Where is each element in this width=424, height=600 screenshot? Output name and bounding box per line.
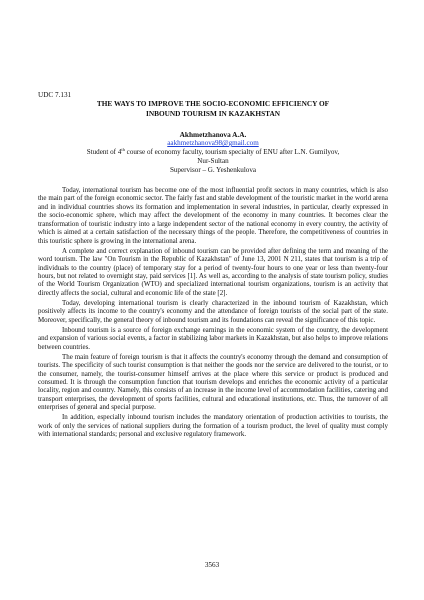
body-paragraph: Today, developing international tourism is clearly characterized in the inbound tourism of Kazakhstan, which positively affects its income to the country's economy and the attendance of foreign tourists of the social part of the state. Moreover, specifically, the general theory of inbound tourism and its foundations can reveal the significance of this topic. [38,298,388,324]
body-paragraph: The main feature of foreign tourism is that it affects the country's economy through the demand and consumption of tourists. The specificity of such tourist consumption is that neither the goods nor the service are delivered to the tourist, or to the consumer, namely, the tourist-consumer himself arrives at the place where this service or product is produced and consumed. It is through the consumption function that tourism develops and enriches the economic activity of a particular locality, region and country. Namely, this consists of an increase in the income level of accommodation facilities, catering and transport enterprises, the development of sports facilities, cultural and educational institutions, etc. Thus, the turnover of all enterprises of general and special purpose. [38,352,388,412]
affiliation-superscript: th [121,147,125,152]
body-paragraph: Today, international tourism has become one of the most influential profit sectors in many countries, which is also the main part of the foreign economic sector. The fairly fast and stable development of the touristic market in the world arena and in individual countries shows its formation and implementation in several industries, in particular, clearly expressed in the socio-economic sphere, which may affect the development of the economy in many countries. It becomes clear the transformation of touristic industry into a large independent sector of the national economy in every country, the activity of which is aimed at a certain satisfaction of the necessary things of the people. Therefore, the competitiveness of countries in this touristic sphere is growing in the international arena. [38,186,388,245]
supervisor-line: Supervisor – G. Yeshenkulova [169,166,257,174]
affiliation-line [38,148,388,157]
body-paragraph: In addition, especially inbound tourism includes the mandatory orientation of production activities to tourists, the work of only the services of national suppliers during the formation of a tourism product, the level of quality must comply with international standards; personal and exclusive regulatory framework. [38,413,388,439]
article-body [38,186,388,440]
affiliation-city: Nur-Sultan [197,157,229,165]
author-affiliation [38,139,388,175]
affiliation-prefix: Student of 4 [86,148,122,156]
udc-code: UDC 7.131 [38,91,72,99]
affiliation-rest: course of economy faculty, tourism specialty of ENU after L.N. Gumilyov, [124,148,340,156]
title-line: INBOUND TOURISM IN KAZAKHSTAN [145,108,280,118]
author-email-link[interactable]: aakhmetzhanova98@gmail.com [167,139,259,147]
title-line: THE WAYS TO IMPROVE THE SOCIO-ECONOMIC EFFICIENCY OF [96,99,330,108]
paper-title [38,99,388,118]
page-number: 3563 [204,561,220,569]
body-paragraph: A complete and correct explanation of inbound tourism can be provided after defining the term and meaning of the word tourism. The law "On Tourism in the Republic of Kazakhstan" of June 13, 2001 N 211, states that tourism is a trip of individuals to the country (place) of temporary stay for a period of twenty-four hours to one year or less than twenty-four hours, but not related to overnight stay, paid services [1]. As well as, according to the analysis of state tourism policy, studies of the World Tourism Organization (WTO) and specialized international tourism organizations, tourism is an activity that directly affects the social, cultural and economic life of the state [2]. [38,246,388,297]
body-paragraph: Inbound tourism is a source of foreign exchange earnings in the economic system of the country, the development and expansion of various social events, a factor in stabilizing labor markets in Kazakhstan, but also helps to improve relations between countries. [38,325,388,351]
author-name: Akhmetzhanova A.A. [179,130,247,139]
